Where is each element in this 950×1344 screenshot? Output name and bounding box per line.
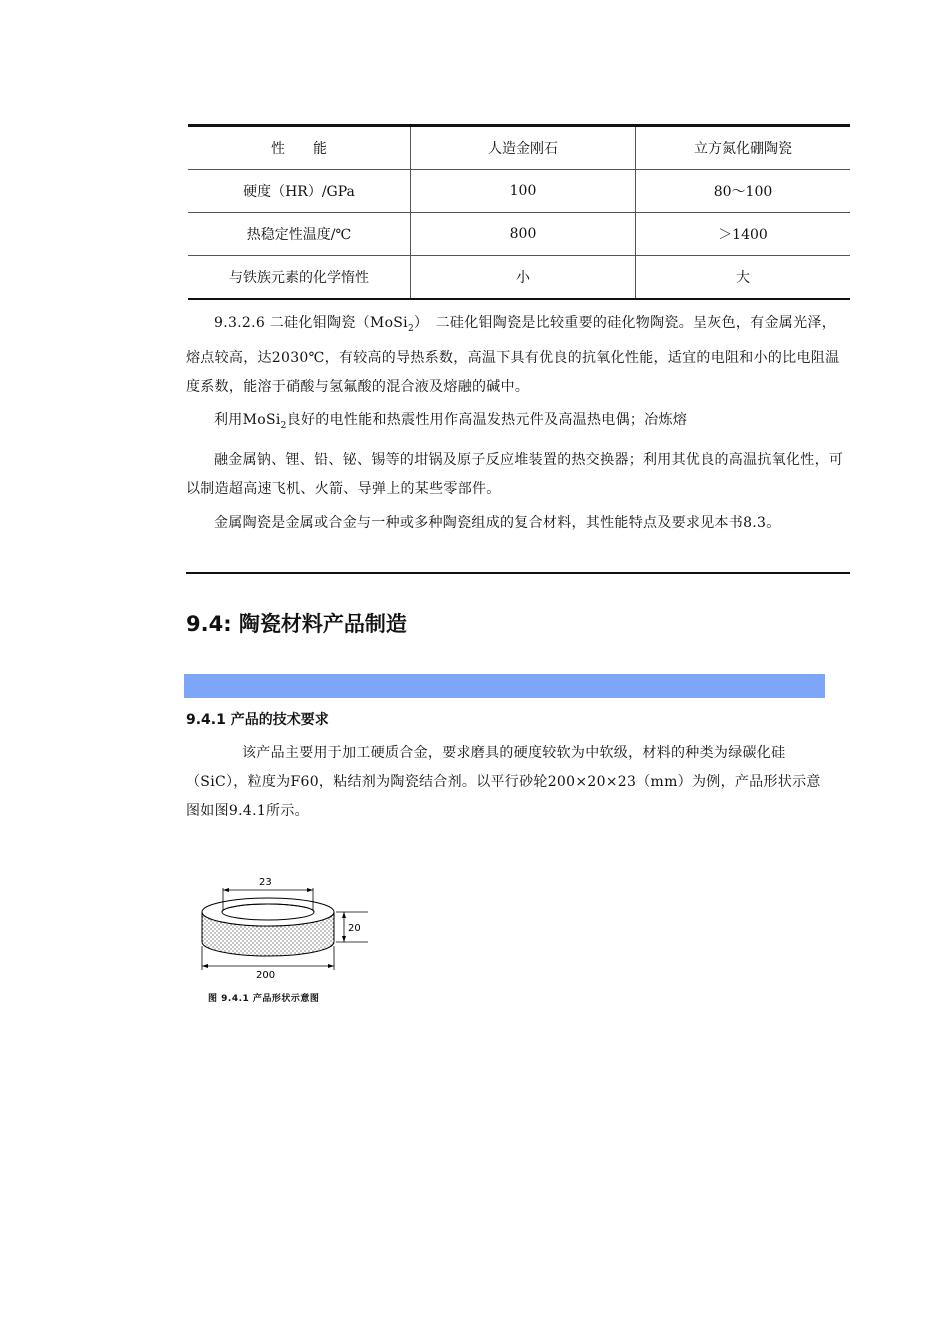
section-9-4-1-text (186, 739, 826, 826)
table-cell: 硬度（HR）/GPa (188, 170, 411, 213)
dimension-label: 20 (348, 923, 361, 934)
subscript: 2 (280, 420, 287, 431)
subscript: 2 (407, 323, 414, 334)
table-cell: ＞1400 (636, 213, 851, 256)
table-row (188, 256, 850, 300)
paragraph (186, 309, 850, 402)
paragraph-text: 良好的电性能和热震性用作高温发热元件及高温热电偶；冶炼熔 (286, 411, 688, 428)
subsection-title: 9.4.1 产品的技术要求 (186, 712, 329, 728)
table-cell: 100 (411, 170, 636, 213)
table-cell: 800 (411, 213, 636, 256)
figure-caption: 图 9.4.1 产品形状示意图 (208, 994, 320, 1004)
table-header-cell: 立方氮化硼陶瓷 (636, 126, 851, 170)
section-band (184, 674, 825, 698)
paragraph-text: 二硅化钼陶瓷是比较重要的硅化物陶瓷。呈灰色，有金属光泽，熔点较高，达2030℃，有较高的导热系数，高温下具有优良的抗氧化性能，适宜的电阻和小的比电阻温度系数，能溶于硝酸与氢氟酸的混合液及熔融的碱中。 (186, 315, 840, 395)
dimension-label: 200 (256, 970, 276, 981)
wheel-body (202, 898, 334, 956)
paragraph: 该产品主要用于加工硬质合金，要求磨具的硬度较软为中软级，材料的种类为绿碳化硅（SiC），粒度为F60，粘结剂为陶瓷结合剂。以平行砂轮200×20×23（mm）为例，产品形状示意图如图9.4.1所示。 (186, 745, 821, 819)
paragraph-text: 利用MoSi (214, 411, 281, 428)
properties-table (188, 124, 850, 300)
table-header-cell: 性 能 (188, 126, 411, 170)
section-title: 9.4: 陶瓷材料产品制造 (186, 612, 407, 636)
paragraph: 融金属钠、锂、铅、铋、锡等的坩锅及原子反应堆装置的热交换器；利用其优良的高温抗氧化性，可以制造超高速飞机、火箭、导弹上的某些零部件。 (186, 451, 844, 497)
section-heading-close: ） (414, 315, 422, 331)
grinding-wheel-figure (196, 870, 376, 1010)
table-header-cell: 人造金刚石 (411, 126, 636, 170)
section-divider (186, 572, 850, 574)
table-cell: 80～100 (636, 170, 851, 213)
section-heading: 9.3.2.6 二硅化钼陶瓷（MoSi (214, 315, 408, 331)
section-9-3-2-6-text (186, 309, 850, 538)
table-cell: 热稳定性温度/℃ (188, 213, 411, 256)
paragraph: 金属陶瓷是金属或合金与一种或多种陶瓷组成的复合材料，其性能特点及要求见本书8.3。 (214, 514, 781, 531)
table-header-row (188, 126, 850, 170)
table-cell: 大 (636, 256, 851, 300)
paragraph (186, 406, 850, 441)
table-row (188, 170, 850, 213)
dimension-side (336, 912, 368, 942)
dimension-label: 23 (259, 877, 272, 888)
table-cell: 与铁族元素的化学惰性 (188, 256, 411, 300)
table-row (188, 213, 850, 256)
table-cell: 小 (411, 256, 636, 300)
